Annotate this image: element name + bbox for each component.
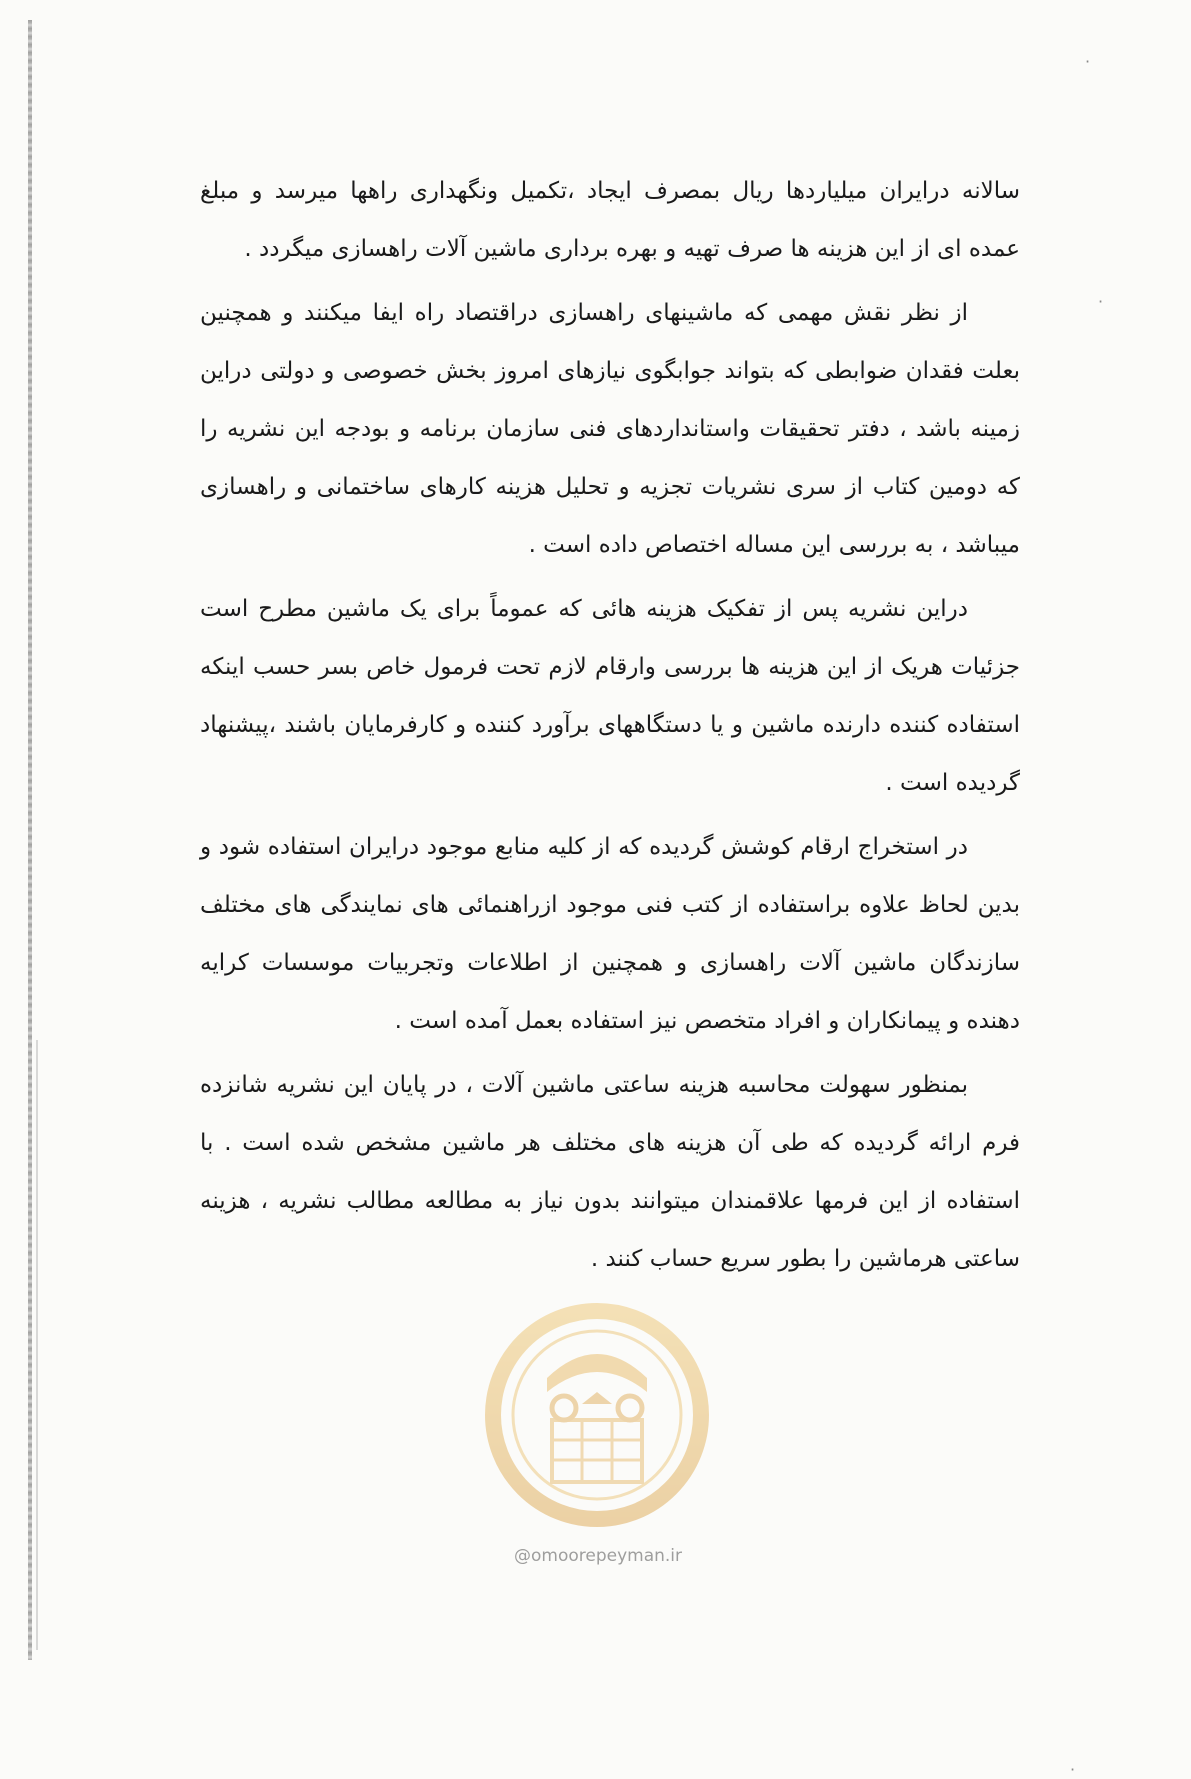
body-text (200, 162, 1020, 1288)
margin-speck: · (1098, 292, 1104, 311)
scan-binding-edge (28, 20, 32, 1660)
paragraph-1: سالانه درایران میلیاردها ریال بمصرف ایجاد ،تکمیل ونگهداری راهها میرسد و مبلغ عمده ای از این هزینه ها صرف تهیه و بهره برداری ماشین آلات راهسازی میگردد . (200, 178, 1020, 262)
watermark-seal-icon (482, 1300, 712, 1530)
paragraph-2: از نظر نقش مهمی که ماشینهای راهسازی دراقتصاد راه ایفا میکنند و همچنین بعلت فقدان ضوابطی که بتواند جوابگوی نیازهای امروز بخش خصوصی و دولتی دراین زمینه باشد ، دفتر تحقیقات واستانداردهای فنی سازمان برنامه و بودجه این نشریه را که دومین کتاب از سری نشریات تجزیه و تحلیل هزینه کارهای ساختمانی و راهسازی میباشد ، به بررسی این مساله اختصاص داده است . (200, 300, 1020, 558)
scan-binding-shadow (36, 1040, 38, 1650)
watermark-url: @omoorepeyman.ir (513, 1546, 683, 1566)
paragraph-3: دراین نشریه پس از تفکیک هزینه هائی که عموماً برای یک ماشین مطرح است جزئیات هریک از این هزینه ها بررسی وارقام لازم تحت فرمول خاص بسر حسب اینکه استفاده کننده دارنده ماشین و یا دستگاههای برآورد کننده و کارفرمایان باشند ،پیشنهاد گردیده است . (200, 596, 1020, 796)
margin-speck: · (1070, 1760, 1076, 1779)
paragraph-4: در استخراج ارقام کوشش گردیده که از کلیه منابع موجود درایران استفاده شود و بدین لحاظ علاوه براستفاده از کتب فنی موجود ازراهنمائی های نمایندگی های مختلف سازندگان ماشین آلات راهسازی و همچنین از اطلاعات وتجربیات موسسات کرایه دهنده و پیمانکاران و افراد متخصص نیز استفاده بعمل آمده است . (200, 834, 1020, 1034)
paragraph-5: بمنظور سهولت محاسبه هزینه ساعتی ماشین آلات ، در پایان این نشریه شانزده فرم ارائه گردیده که طی آن هزینه های مختلف هر ماشین مشخص شده است . با استفاده از این فرمها علاقمندان میتوانند بدون نیاز به مطالعه مطالب نشریه ، هزینه ساعتی هرماشین را بطور سریع حساب کنند . (200, 1072, 1020, 1272)
margin-speck: · (1085, 52, 1091, 71)
